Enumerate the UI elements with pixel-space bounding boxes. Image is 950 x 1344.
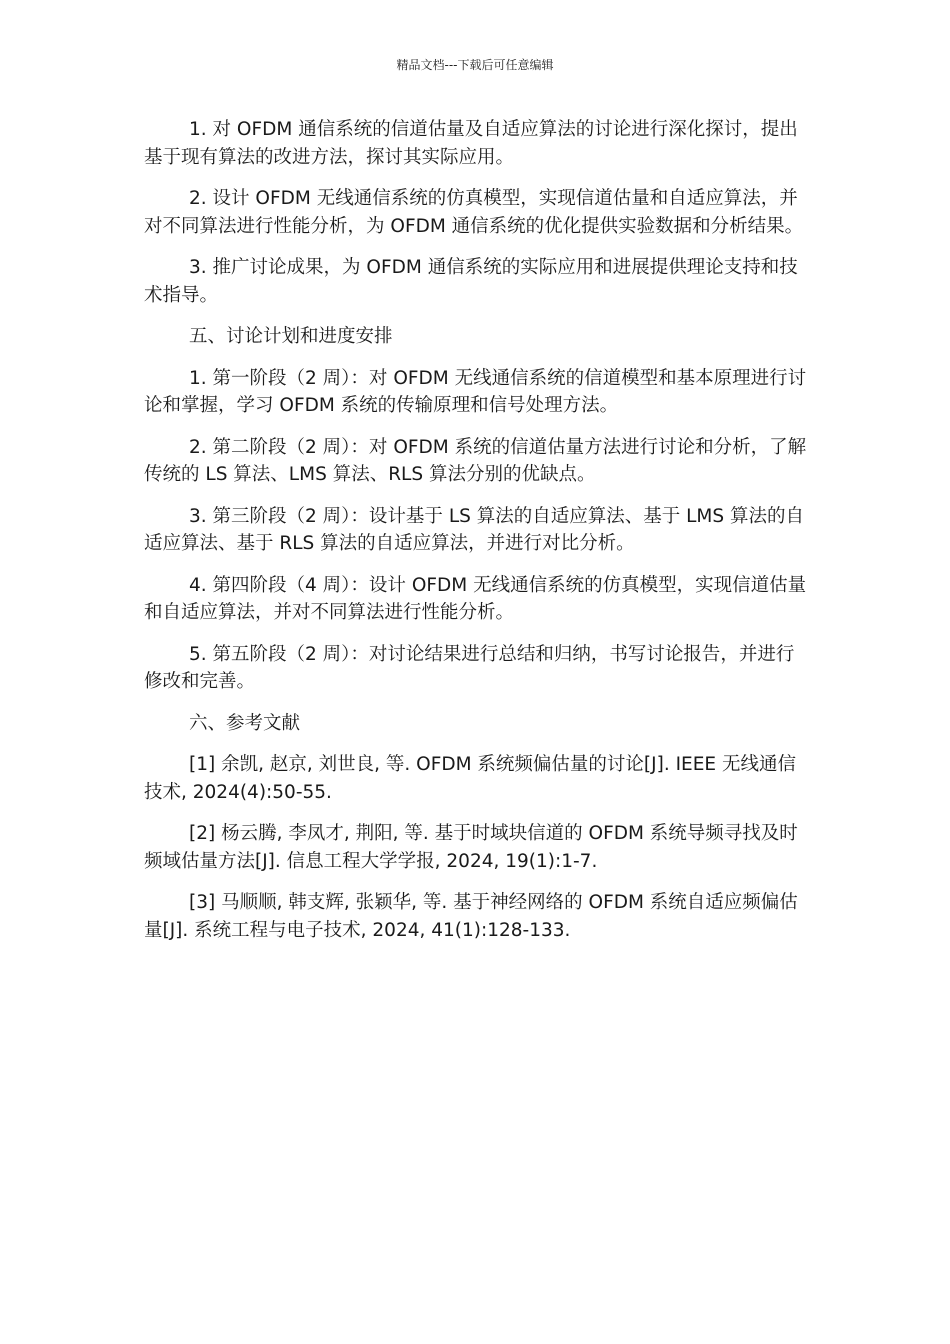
- schedule-stage-1: 1. 第一阶段（2 周）：对 OFDM 无线通信系统的信道模型和基本原理进行讨论和掌握，学习 OFDM 系统的传输原理和信号处理方法。: [144, 367, 807, 416]
- document-body: [144, 116, 808, 958]
- reference-1: [1] 余凯, 赵京, 刘世良, 等. OFDM 系统频偏估量的讨论[J]. IEEE 无线通信技术, 2024(4):50-55.: [144, 754, 796, 803]
- paragraph-objective-2: 2. 设计 OFDM 无线通信系统的仿真模型，实现信道估量和自适应算法，并对不同算法进行性能分析，为 OFDM 通信系统的优化提供实验数据和分析结果。: [144, 188, 804, 237]
- paragraph-objective-3: 3. 推广讨论成果，为 OFDM 通信系统的实际应用和进展提供理论支持和技术指导。: [144, 257, 798, 306]
- schedule-stage-4: 4. 第四阶段（4 周）：设计 OFDM 无线通信系统的仿真模型，实现信道估量和自适应算法，并对不同算法进行性能分析。: [144, 574, 807, 623]
- page-header: 精品文档---下载后可任意编辑: [396, 58, 554, 72]
- schedule-stage-5: 5. 第五阶段（2 周）：对讨论结果进行总结和归纳，书写讨论报告，并进行修改和完善。: [144, 643, 795, 692]
- section-heading-schedule: 五、讨论计划和进度安排: [189, 326, 393, 347]
- schedule-stage-2: 2. 第二阶段（2 周）：对 OFDM 系统的信道估量方法进行讨论和分析，了解传统的 LS 算法、LMS 算法、RLS 算法分别的优缺点。: [144, 436, 807, 485]
- schedule-stage-3: 3. 第三阶段（2 周）：设计基于 LS 算法的自适应算法、基于 LMS 算法的自适应算法、基于 RLS 算法的自适应算法，并进行对比分析。: [144, 505, 805, 554]
- reference-3: [3] 马顺顺, 韩支辉, 张颖华, 等. 基于神经网络的 OFDM 系统自适应频偏估量[J]. 系统工程与电子技术, 2024, 41(1):128-133.: [144, 892, 798, 941]
- reference-2: [2] 杨云腾, 李凤才, 荆阳, 等. 基于时域块信道的 OFDM 系统导频寻找及时频域估量方法[J]. 信息工程大学学报, 2024, 19(1):1-7.: [144, 823, 798, 872]
- section-heading-references: 六、参考文献: [189, 712, 301, 734]
- paragraph-objective-1: 1. 对 OFDM 通信系统的信道估量及自适应算法的讨论进行深化探讨，提出基于现有算法的改进方法，探讨其实际应用。: [144, 119, 798, 168]
